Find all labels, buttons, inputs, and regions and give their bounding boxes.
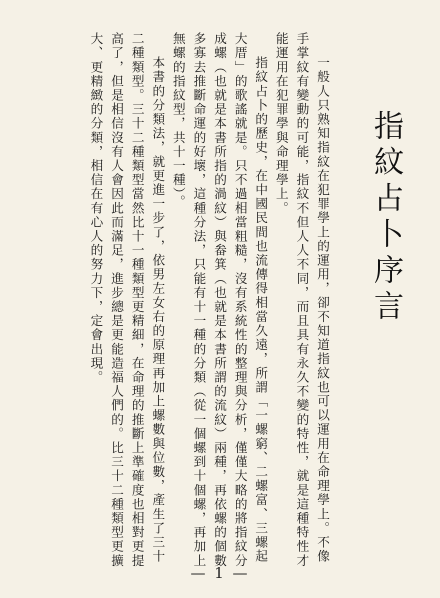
text-column-8: 無螺的指紋型，共十一種）。 (170, 32, 186, 209)
text-column-4: 指紋占卜的歷史，在中國民間也流傳得相當久遠，所謂「一螺窮、二螺富、三螺起 (253, 56, 269, 564)
page-title: 指紋占卜序言 (368, 110, 403, 326)
text-column-12: 大、更精緻的分類，相信在有心人的努力下，定會出現。 (88, 32, 104, 385)
text-column-1: 一般人只熟知指紋在犯罪學上的運用，卻不知道指紋也可以運用在命理學上。不像 (315, 56, 330, 564)
text-column-3: 能運用在犯罪學與命理學上。 (273, 32, 289, 216)
text-column-5: 大厝」的歌謠就是。只不過相當粗糙，沒有系統性的整理與分析，僅僅大略的將指紋分 (232, 32, 248, 568)
page-number: — 1 — (190, 564, 250, 582)
text-column-11: 高了，但是相信沒有人會因此而滿足，進步總是更能造福人們的。比三十二種類型更擴 (109, 32, 125, 568)
preface-body (85, 32, 332, 568)
text-column-7: 多寡去推斷命運的好壞，這種分法，只能有十一種的分類（從一個螺到十個螺，再加上 (191, 32, 207, 568)
text-column-2: 手掌紋有變動的可能，指紋不但人人不同，而且具有永久不變的特性，就是這種特性才 (294, 32, 310, 568)
text-column-6: 成螺（也就是本書所指的渦紋）與畚箕（也就是本書所謂的流紋）兩種，再依螺的個數 (212, 32, 228, 568)
text-column-10: 二種類型。三十二種類型當然比十一種類型更精細，在命理的推斷上準確度也相對更提 (129, 32, 145, 568)
text-column-9: 本書的分類法，就更進一步了，依男左女右的原理再加上螺數與位數，產生了三十 (150, 56, 166, 564)
